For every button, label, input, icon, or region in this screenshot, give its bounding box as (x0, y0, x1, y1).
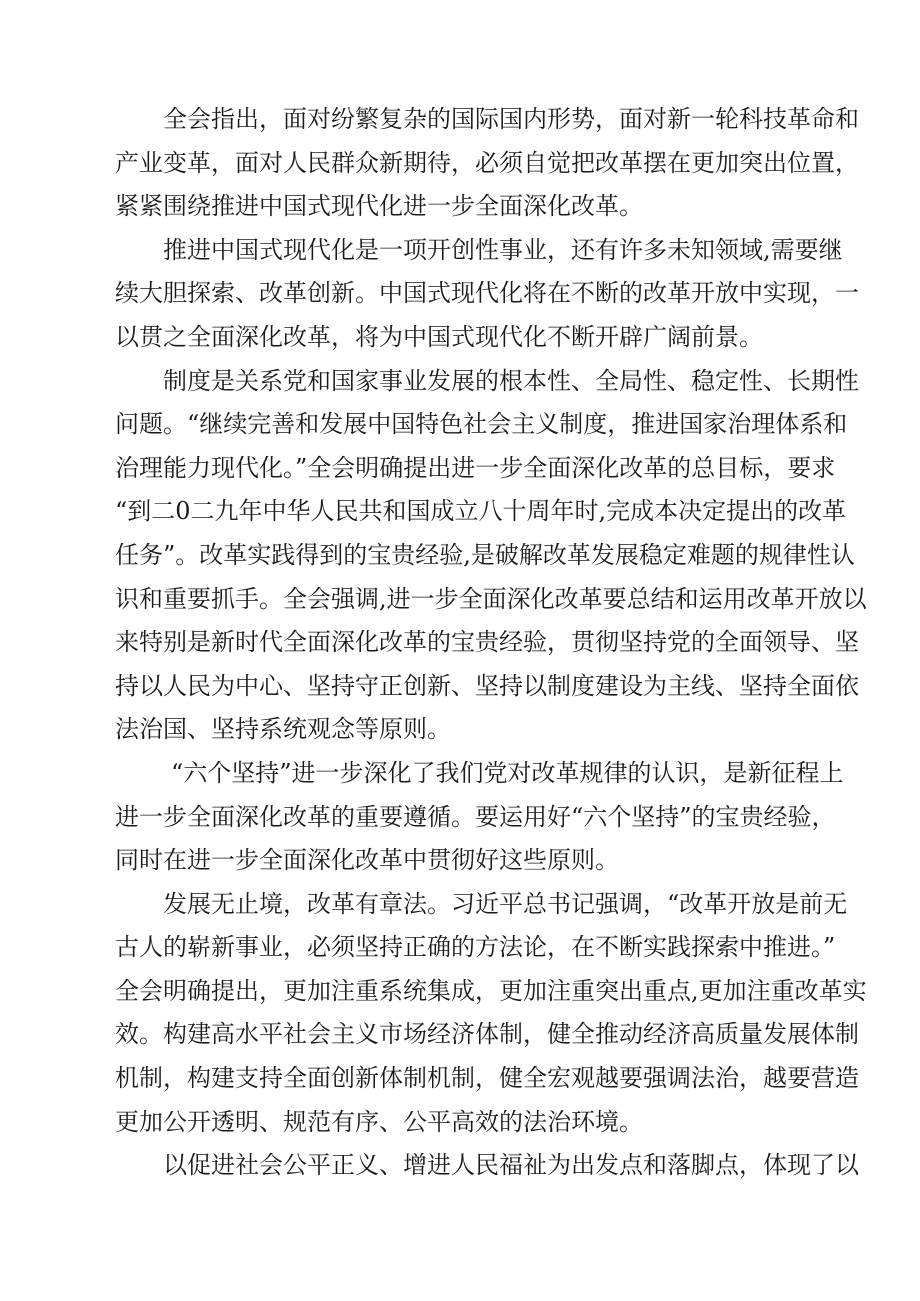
paragraph-5-line-4: 效。构建高水平社会主义市场经济体制，健全推动经济高质量发展体制 (115, 1020, 859, 1049)
paragraph-3-line-1: 制度是关系党和国家事业发展的根本性、全局性、稳定性、长期性 (163, 366, 859, 395)
paragraph-5-line-6: 更加公开透明、规范有序、公平高效的法治环境。 (115, 1107, 643, 1136)
paragraph-2-line-2: 续大胆探索、改革创新。中国式现代化将在不断的改革开放中实现，一 (115, 279, 859, 308)
paragraph-1-line-2: 产业变革，面对人民群众新期待，必须自觉把改革摆在更加突出位置， (115, 148, 859, 177)
paragraph-5-line-1: 发展无止境，改革有章法。习近平总书记强调，“改革开放是前无 (163, 889, 848, 918)
paragraph-3-line-7: 来特别是新时代全面深化改革的宝贵经验，贯彻坚持党的全面领导、坚 (115, 628, 859, 657)
paragraph-4-line-3: 同时在进一步全面深化改革中贯彻好这些原则。 (115, 846, 619, 875)
paragraph-3-line-8: 持以人民为中心、坚持守正创新、坚持以制度建设为主线、坚持全面依 (115, 671, 859, 700)
paragraph-3-line-3: 治理能力现代化。”全会明确提出进一步全面深化改革的总目标，要求 (115, 453, 836, 482)
paragraph-2-line-3: 以贯之全面深化改革，将为中国式现代化不断开辟广阔前景。 (115, 322, 763, 351)
paragraph-2-line-1: 推进中国式现代化是一项开创性事业，还有许多未知领域,需要继 (163, 235, 843, 264)
paragraph-4-line-1: “六个坚持”进一步深化了我们党对改革规律的认识，是新征程上 (171, 758, 844, 787)
paragraph-3-line-2: 问题。“继续完善和发展中国特色社会主义制度，推进国家治理体系和 (115, 410, 848, 439)
paragraph-3-line-6: 识和重要抓手。全会强调,进一步全面深化改革要总结和运用改革开放以 (115, 584, 867, 613)
paragraph-4-line-2: 进一步全面深化改革的重要遵循。要运用好“六个坚持”的宝贵经验， (115, 802, 836, 831)
paragraph-3-line-9: 法治国、坚持系统观念等原则。 (115, 715, 451, 744)
document-body (115, 98, 867, 1188)
paragraph-6-line-1: 以促进社会公平正义、增进人民福祉为出发点和落脚点，体现了以 (163, 1151, 859, 1180)
paragraph-5-line-2: 古人的崭新事业，必须坚持正确的方法论，在不断实践探索中推进。” (115, 933, 836, 962)
paragraph-5-line-5: 机制，构建支持全面创新体制机制，健全宏观越要强调法治，越要营造 (115, 1064, 859, 1093)
paragraph-3-line-4: “到二0二九年中华人民共和国成立八十周年时,完成本决定提出的改革 (115, 497, 847, 526)
paragraph-5-line-3: 全会明确提出，更加注重系统集成，更加注重突出重点,更加注重改革实 (115, 976, 867, 1005)
paragraph-1-line-1: 全会指出，面对纷繁复杂的国际国内形势，面对新一轮科技革命和 (163, 105, 859, 133)
paragraph-1-line-3: 紧紧围绕推进中国式现代化进一步全面深化改革。 (115, 192, 643, 221)
paragraph-3-line-5: 任务”。改革实践得到的宝贵经验,是破解改革发展稳定难题的规律性认 (115, 540, 855, 569)
